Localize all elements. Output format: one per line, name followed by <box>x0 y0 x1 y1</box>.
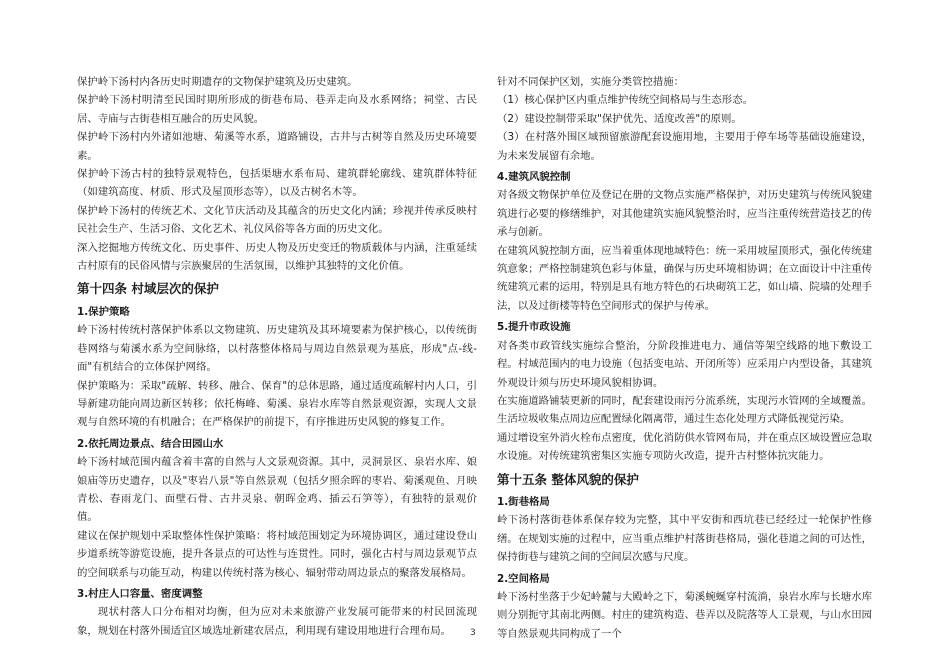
paragraph: （3）在村落外围区域预留旅游配套设施用地，主要用于停车场等基础设施建设，为未来发展留有余地。 <box>497 131 872 162</box>
subsection-heading: 1.保护策略 <box>77 305 130 318</box>
paragraph: 在实施道路铺装更新的同时，配套建设雨污分流系统，实现污水管网的全域覆盖。生活垃圾收集点周边应配置绿化隔离带，通过生态化处理方式降低视觉污染。 <box>497 394 872 426</box>
subsection-heading: 5.提升市政设施 <box>497 321 571 334</box>
paragraph: 对各级文物保护单位及登记在册的文物点实施严格保护，对历史建筑与传统风貌建筑进行必要的修缮维护，对其他建筑实施风貌整治时，应当注重传统营造技艺的传承与创新。 <box>497 189 872 239</box>
paragraph: 岭下汤村域范围内蕴含着丰富的自然与人文景观资源。其中，灵洞景区、泉岩水库、娘娘庙等历史遗存，以及"枣岩八景"等自然景观（包括夕照余晖的枣岩、菊溪观鱼、月映青松、春雨龙门、面壁石骨、古井灵泉、朝晖金鸡、插云石笋等），有独特的景观价值。 <box>77 456 477 524</box>
subsection-heading: 3.村庄人口容量、密度调整 <box>77 587 203 600</box>
paragraph: 岭下汤村传统村落保护体系以文物建筑、历史建筑及其环境要素为保护核心，以传统街巷网络与菊溪水系为空间脉络，以村落整体格局与周边自然景观为基底，形成"点-线-面"有机结合的立体保护网络。 <box>77 324 477 374</box>
paragraph: 深入挖掘地方传统文化、历史事件、历史人物及历史变迁的物质载体与内涵，注重延续古村原有的民俗风情与宗族聚居的生活氛围，以维护其独特的文化价值。 <box>77 241 477 273</box>
paragraph: 现状村落人口分布相对均衡，但为应对未来旅游产业发展可能带来的村民回流现象，规划在村落外围适宜区域选址新建农居点，利用现有建设用地进行合理布局。 <box>77 606 477 637</box>
paragraph: 针对不同保护区划，实施分类管控措施： <box>497 76 685 88</box>
subsection-heading: 1.街巷格局 <box>497 495 550 508</box>
paragraph: 保护岭下汤村的传统艺术、文化节庆活动及其蕴含的历史文化内涵；珍视并传承反映村民社会生产、生活习俗、文化艺术、礼仪风俗等各方面的历史文化。 <box>77 204 477 236</box>
subsection-heading: 2.依托周边景点、结合田园山水 <box>77 437 224 450</box>
paragraph: （2）建设控制带采取"保护优先、适度改善"的原则。 <box>497 112 742 125</box>
paragraph: 保护岭下汤村明清至民国时期所形成的街巷布局、巷弄走向及水系网络；祠堂、古民居、寺庙与古街巷相互融合的历史风貌。 <box>77 94 477 125</box>
paragraph: （1）核心保护区内重点维护传统空间格局与生态形态。 <box>497 94 753 107</box>
paragraph: 岭下汤村落街巷体系保存较为完整，其中平安街和西坑巷已经经过一轮保护性修缮。在规划实施的过程中，应当重点维护村落街巷格局，强化巷道之间的可达性，保持街巷与建筑之间的空间层次感与尺度。 <box>497 514 872 564</box>
subsection-heading: 4.建筑风貌控制 <box>497 171 571 184</box>
subsection-heading: 2.空间格局 <box>497 572 550 585</box>
section-heading: 第十五条 整体风貌的保护 <box>497 471 639 487</box>
paragraph: 保护岭下汤古村的独特景观特色，包括渠塘水系布局、建筑群轮廓线、建筑群体特征（如建筑高度、材质、形式及屋顶形态等），以及古树名木等。 <box>77 168 477 199</box>
right-column <box>497 73 872 643</box>
paragraph: 保护岭下汤村内外诸如池塘、菊溪等水系，道路铺设，古井与古树等自然及历史环境要素。 <box>77 131 477 162</box>
paragraph: 通过增设室外消火栓布点密度，优化消防供水管网布局，并在重点区域设置应急取水设施。对传统建筑密集区实施专项防火改造，提升古村整体抗灾能力。 <box>497 431 872 463</box>
page-number: 3 <box>470 628 476 638</box>
paragraph: 保护策略为：采取"疏解、转移、融合、保育"的总体思路，通过适度疏解村内人口，引导新建功能向周边新区转移；依托梅峰、菊溪、泉岩水库等自然景观资源，实现人文景观与自然环境的有机融合；在严格保护的前提下，有序推进历史风貌的修复工作。 <box>77 379 477 429</box>
paragraph: 对各类市政管线实施综合整治，分阶段推进电力、通信等架空线路的地下敷设工程。村域范围内的电力设施（包括变电站、开闭所等）应采用户内型设备，其建筑外观设计须与历史环境风貌相协调。 <box>497 339 872 389</box>
paragraph: 在建筑风貌控制方面，应当着重体现地域特色：统一采用坡屋顶形式，强化传统建筑意象；严格控制建筑色彩与体量，确保与历史环境相协调；在立面设计中注重传统建筑元素的运用，特别是具有地方特色的石块砌筑工艺，如山墙、院墙的处理手法，以及过街楼等特色空间形式的保护与传承。 <box>497 244 872 312</box>
left-column <box>77 73 477 640</box>
paragraph: 岭下汤村坐落于少妃岭麓与大殿岭之下，菊溪蜿蜒穿村流淌，泉岩水库与长塘水库则分别扼守其南北两侧。村庄的建筑构造、巷弄以及院落等人工景观，与山水田园等自然景观共同构成了一个 <box>497 590 872 640</box>
paragraph: 建议在保护规划中采取整体性保护策略：将村域范围划定为环境协调区，通过建设登山步道系统等游览设施，提升各景点的可达性与连贯性。同时，强化古村与周边景观节点的空间联系与功能互动，构建以传统村落为核心、辐射带动周边景点的聚落发展格局。 <box>77 529 477 579</box>
paragraph: 保护岭下汤村内各历史时期遗存的文物保护建筑及历史建筑。 <box>77 76 358 88</box>
section-heading: 第十四条 村域层次的保护 <box>77 281 219 297</box>
